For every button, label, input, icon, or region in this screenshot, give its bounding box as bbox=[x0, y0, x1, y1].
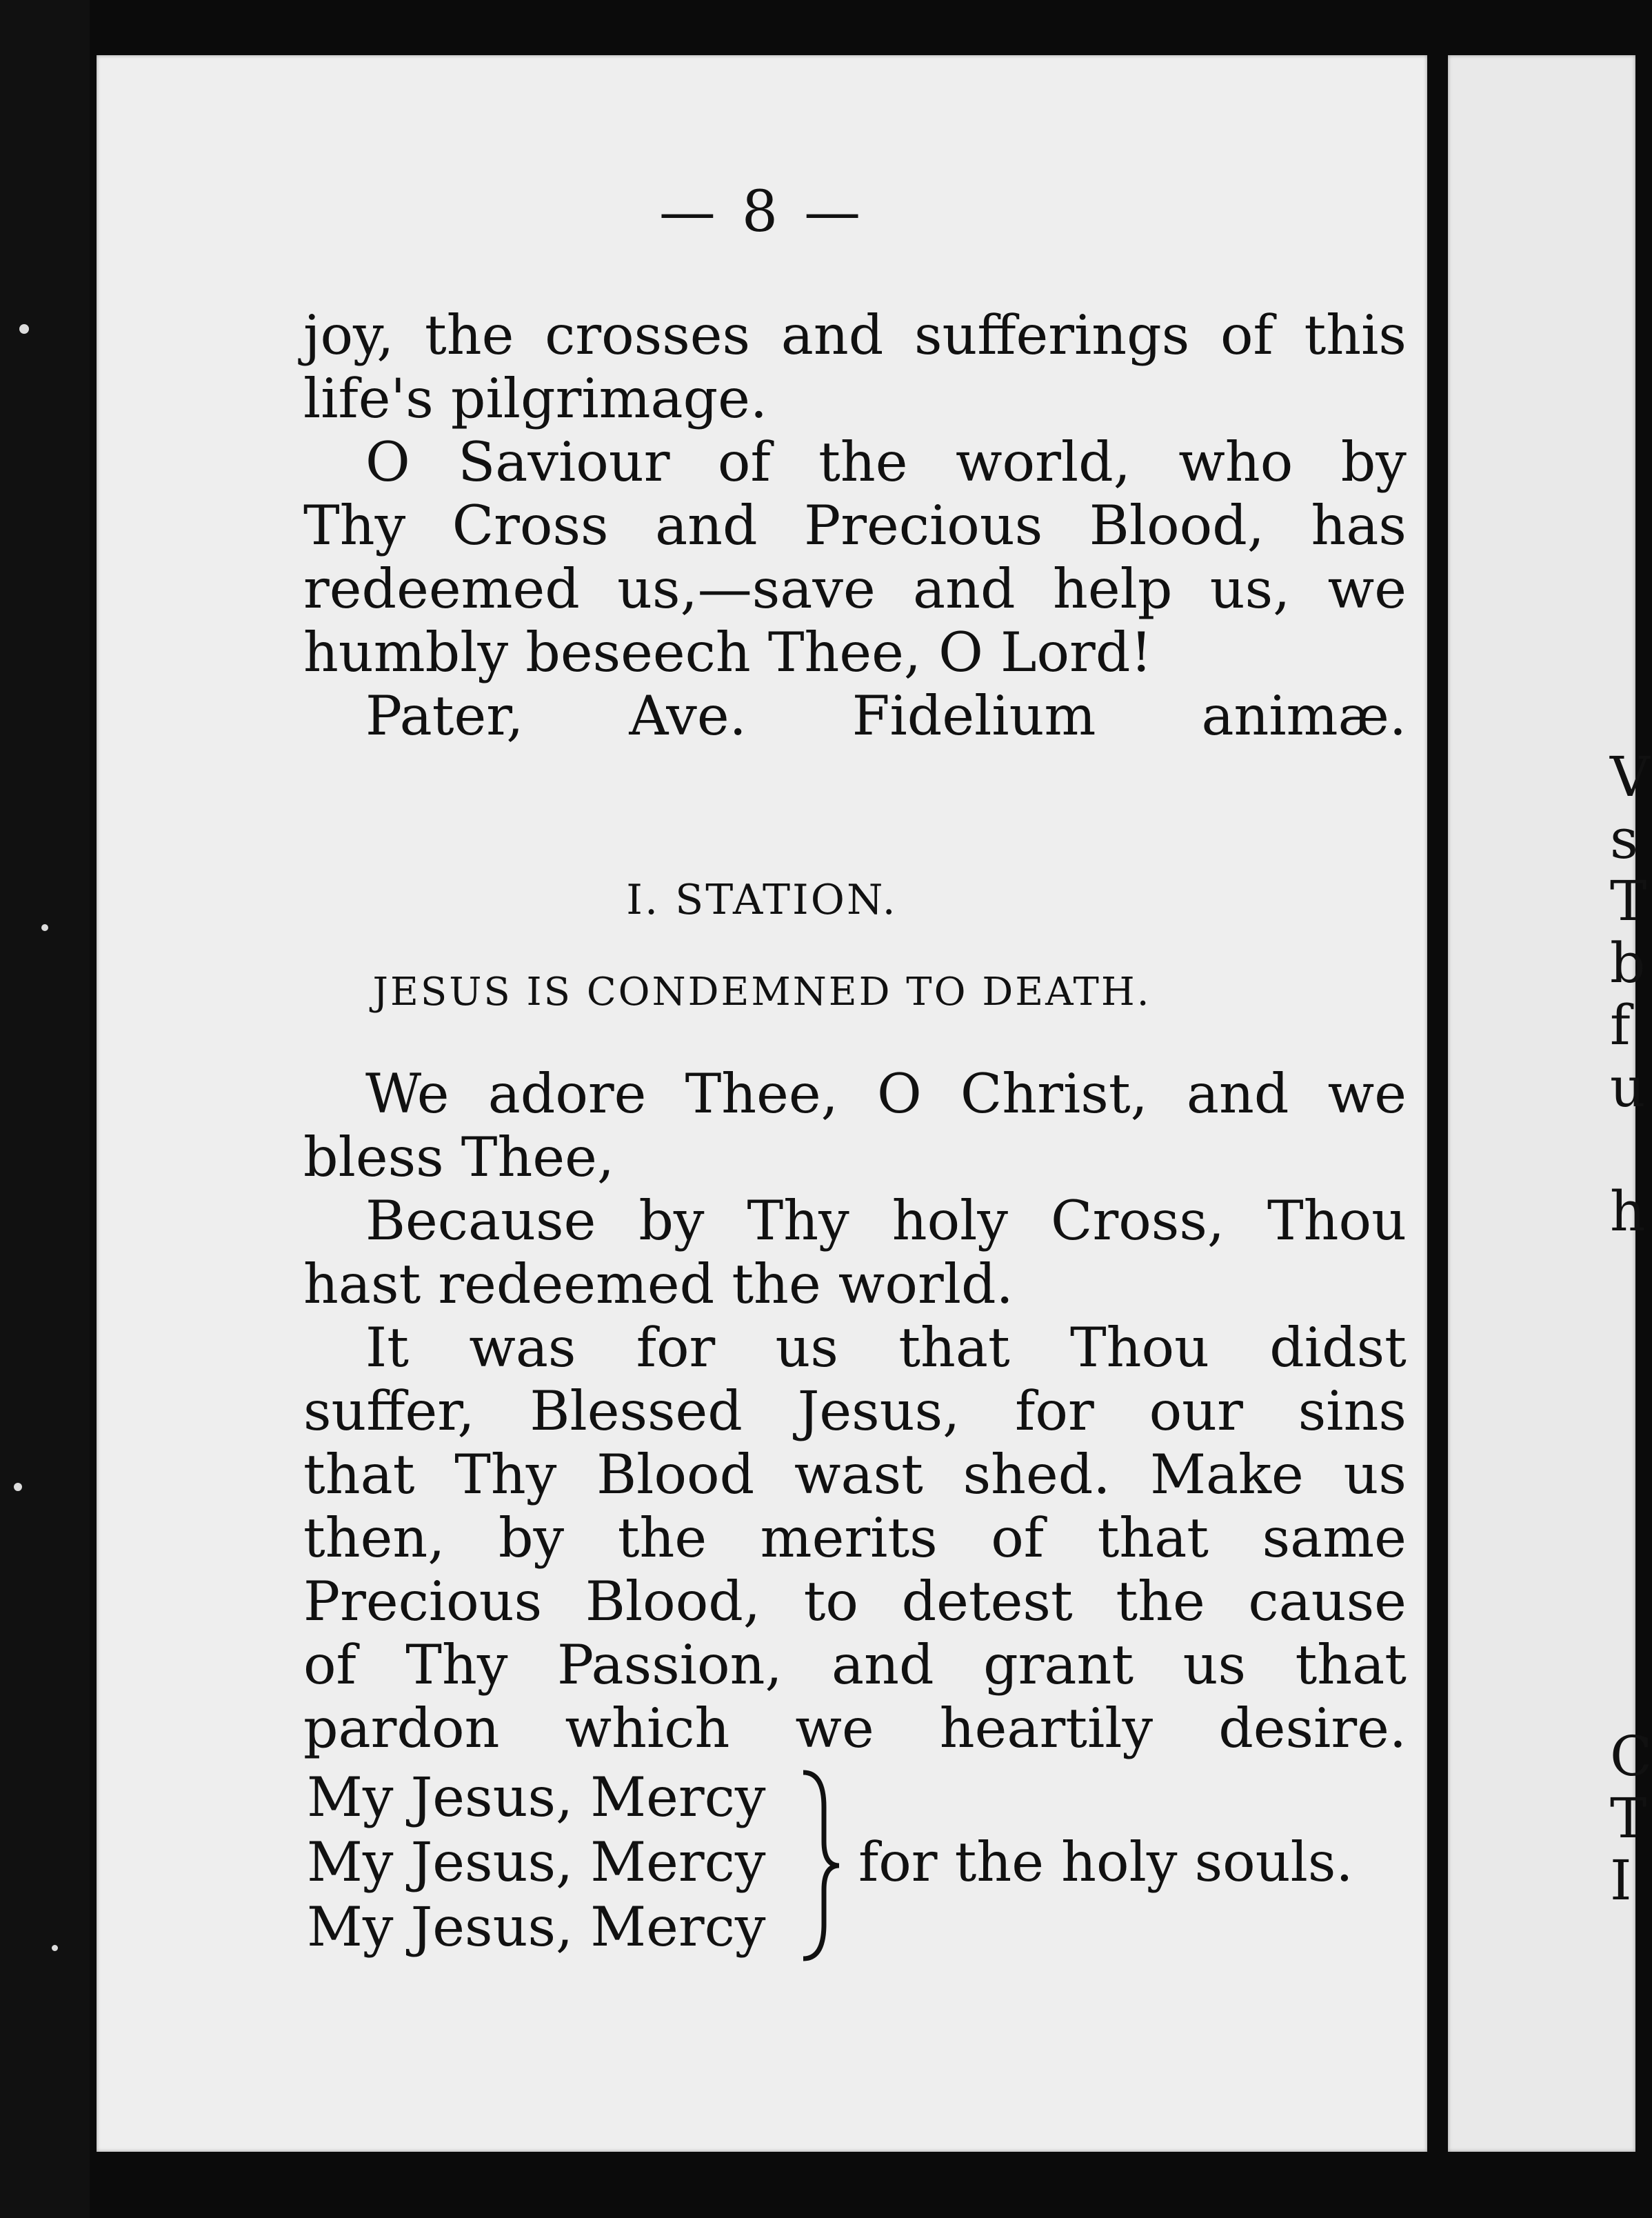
word: and bbox=[832, 1633, 934, 1697]
word: us bbox=[1182, 1633, 1247, 1697]
word: and bbox=[655, 494, 758, 557]
word: life's pilgrimage. bbox=[303, 367, 768, 430]
word: Ave. bbox=[629, 684, 747, 748]
word: to bbox=[803, 1570, 858, 1633]
scan-left-border bbox=[0, 0, 90, 2218]
word: joy, bbox=[303, 303, 394, 367]
mercy-brace-text: for the holy souls. bbox=[858, 1830, 1353, 1894]
word: by bbox=[638, 1189, 705, 1252]
word: that bbox=[898, 1316, 1010, 1379]
word: that bbox=[303, 1443, 415, 1506]
adjacent-page-char: h bbox=[1610, 1179, 1646, 1243]
word: Precious bbox=[804, 494, 1043, 557]
word: us bbox=[1343, 1443, 1407, 1506]
text-line bbox=[303, 1126, 1407, 1189]
word: of bbox=[717, 430, 771, 494]
word: merits bbox=[760, 1506, 938, 1570]
word: Passion, bbox=[556, 1633, 783, 1697]
page-number: — 8 — bbox=[658, 179, 865, 245]
adjacent-page-char: T bbox=[1610, 1786, 1647, 1850]
word: Fidelium bbox=[852, 684, 1096, 748]
word: Saviour bbox=[458, 430, 670, 494]
mercy-line-1: My Jesus, Mercy bbox=[307, 1766, 766, 1829]
word: Christ, bbox=[960, 1062, 1148, 1126]
word: Thou bbox=[1069, 1316, 1209, 1379]
word: the bbox=[1116, 1570, 1205, 1633]
word: Blessed bbox=[530, 1379, 743, 1443]
text-line bbox=[303, 1506, 1407, 1570]
word: Make bbox=[1150, 1443, 1304, 1506]
station-subtitle: JESUS IS CONDEMNED TO DEATH. bbox=[372, 970, 1151, 1015]
text-line bbox=[303, 1379, 1407, 1443]
word: humbly beseech Thee, O Lord! bbox=[303, 621, 1153, 684]
text-line bbox=[303, 1189, 1407, 1252]
word: Pater, bbox=[365, 684, 524, 748]
text-line bbox=[303, 557, 1407, 621]
text-line bbox=[303, 1633, 1407, 1697]
text-line bbox=[303, 621, 1407, 684]
word: which bbox=[565, 1697, 730, 1760]
word: detest bbox=[901, 1570, 1073, 1633]
word: and bbox=[780, 303, 884, 367]
word: heartily bbox=[939, 1697, 1154, 1760]
text-line bbox=[303, 1252, 1407, 1316]
mercy-line-3: My Jesus, Mercy bbox=[307, 1895, 766, 1959]
word: sufferings bbox=[914, 303, 1190, 367]
adjacent-page-char: b bbox=[1610, 931, 1646, 995]
station-prayer bbox=[303, 1062, 1407, 1760]
word: didst bbox=[1269, 1316, 1407, 1379]
adjacent-page-char: C bbox=[1610, 1724, 1652, 1788]
word: by bbox=[498, 1506, 565, 1570]
word: Blood, bbox=[585, 1570, 760, 1633]
word: holy bbox=[892, 1189, 1009, 1252]
adjacent-page-char: u bbox=[1610, 1055, 1646, 1119]
word: world, bbox=[955, 430, 1131, 494]
text-line bbox=[303, 1443, 1407, 1506]
text-line bbox=[303, 430, 1407, 494]
dust-speck bbox=[41, 924, 48, 931]
word: Cross, bbox=[1051, 1189, 1225, 1252]
word: and bbox=[913, 557, 1016, 621]
word: has bbox=[1311, 494, 1407, 557]
adjacent-page-char: T bbox=[1610, 869, 1647, 933]
word: We bbox=[365, 1062, 450, 1126]
word: and bbox=[1186, 1062, 1289, 1126]
word: same bbox=[1262, 1506, 1407, 1570]
word: Precious bbox=[303, 1570, 543, 1633]
word: help bbox=[1052, 557, 1173, 621]
mercy-line-2: My Jesus, Mercy bbox=[307, 1830, 766, 1894]
word: O bbox=[365, 430, 410, 494]
word: that bbox=[1097, 1506, 1209, 1570]
word: Thy bbox=[405, 1633, 508, 1697]
word: O bbox=[876, 1062, 922, 1126]
text-line bbox=[303, 684, 1407, 748]
word: Blood, bbox=[1089, 494, 1265, 557]
word: the bbox=[425, 303, 514, 367]
curly-brace-icon bbox=[796, 1766, 845, 1966]
word: Cross bbox=[452, 494, 609, 557]
word: us,—save bbox=[617, 557, 876, 621]
word: crosses bbox=[545, 303, 751, 367]
word: for bbox=[636, 1316, 716, 1379]
word: It bbox=[365, 1316, 409, 1379]
word: bless Thee, bbox=[303, 1126, 614, 1189]
word: sins bbox=[1298, 1379, 1407, 1443]
word: desire. bbox=[1218, 1697, 1407, 1760]
word: of bbox=[991, 1506, 1045, 1570]
station-title: I. STATION. bbox=[626, 876, 898, 924]
text-line bbox=[303, 303, 1407, 367]
word: that bbox=[1295, 1633, 1407, 1697]
book-page bbox=[97, 55, 1427, 2152]
word: the bbox=[617, 1506, 707, 1570]
text-line bbox=[303, 367, 1407, 430]
word: redeemed bbox=[303, 557, 580, 621]
adjacent-page bbox=[1448, 55, 1635, 2152]
mercy-invocation bbox=[307, 1766, 1438, 1972]
word: animæ. bbox=[1201, 684, 1407, 748]
word: grant bbox=[983, 1633, 1134, 1697]
word: Thou bbox=[1267, 1189, 1407, 1252]
word: Thee, bbox=[685, 1062, 838, 1126]
word: pardon bbox=[303, 1697, 500, 1760]
word: was bbox=[469, 1316, 576, 1379]
word: cause bbox=[1248, 1570, 1407, 1633]
dust-speck bbox=[19, 324, 29, 334]
word: we bbox=[1327, 1062, 1407, 1126]
word: us bbox=[775, 1316, 838, 1379]
word: of bbox=[303, 1633, 356, 1697]
word: our bbox=[1149, 1379, 1243, 1443]
word: who bbox=[1178, 430, 1293, 494]
word: we bbox=[795, 1697, 874, 1760]
text-line bbox=[303, 494, 1407, 557]
text-line bbox=[303, 1570, 1407, 1633]
word: adore bbox=[487, 1062, 647, 1126]
word: us, bbox=[1209, 557, 1291, 621]
word: Jesus, bbox=[797, 1379, 960, 1443]
text-line bbox=[303, 1697, 1407, 1760]
word: the bbox=[818, 430, 908, 494]
word: shed. bbox=[963, 1443, 1111, 1506]
adjacent-page-char: f bbox=[1610, 993, 1631, 1057]
text-line bbox=[303, 1316, 1407, 1379]
adjacent-page-char: V bbox=[1610, 745, 1650, 809]
opening-paragraphs bbox=[303, 303, 1407, 748]
word: this bbox=[1304, 303, 1407, 367]
adjacent-page-char: s bbox=[1610, 807, 1639, 871]
word: Because bbox=[365, 1189, 596, 1252]
word: Blood bbox=[596, 1443, 755, 1506]
dust-speck bbox=[52, 1945, 58, 1951]
word: then, bbox=[303, 1506, 445, 1570]
word: Thy bbox=[747, 1189, 849, 1252]
dust-speck bbox=[14, 1483, 22, 1491]
word: suffer, bbox=[303, 1379, 475, 1443]
word: hast redeemed the world. bbox=[303, 1252, 1014, 1316]
word: Thy bbox=[454, 1443, 557, 1506]
word: wast bbox=[794, 1443, 923, 1506]
word: Thy bbox=[303, 494, 406, 557]
word: for bbox=[1015, 1379, 1094, 1443]
word: we bbox=[1327, 557, 1407, 621]
word: by bbox=[1340, 430, 1407, 494]
text-line bbox=[303, 1062, 1407, 1126]
word: of bbox=[1220, 303, 1273, 367]
adjacent-page-char: I bbox=[1610, 1848, 1632, 1912]
